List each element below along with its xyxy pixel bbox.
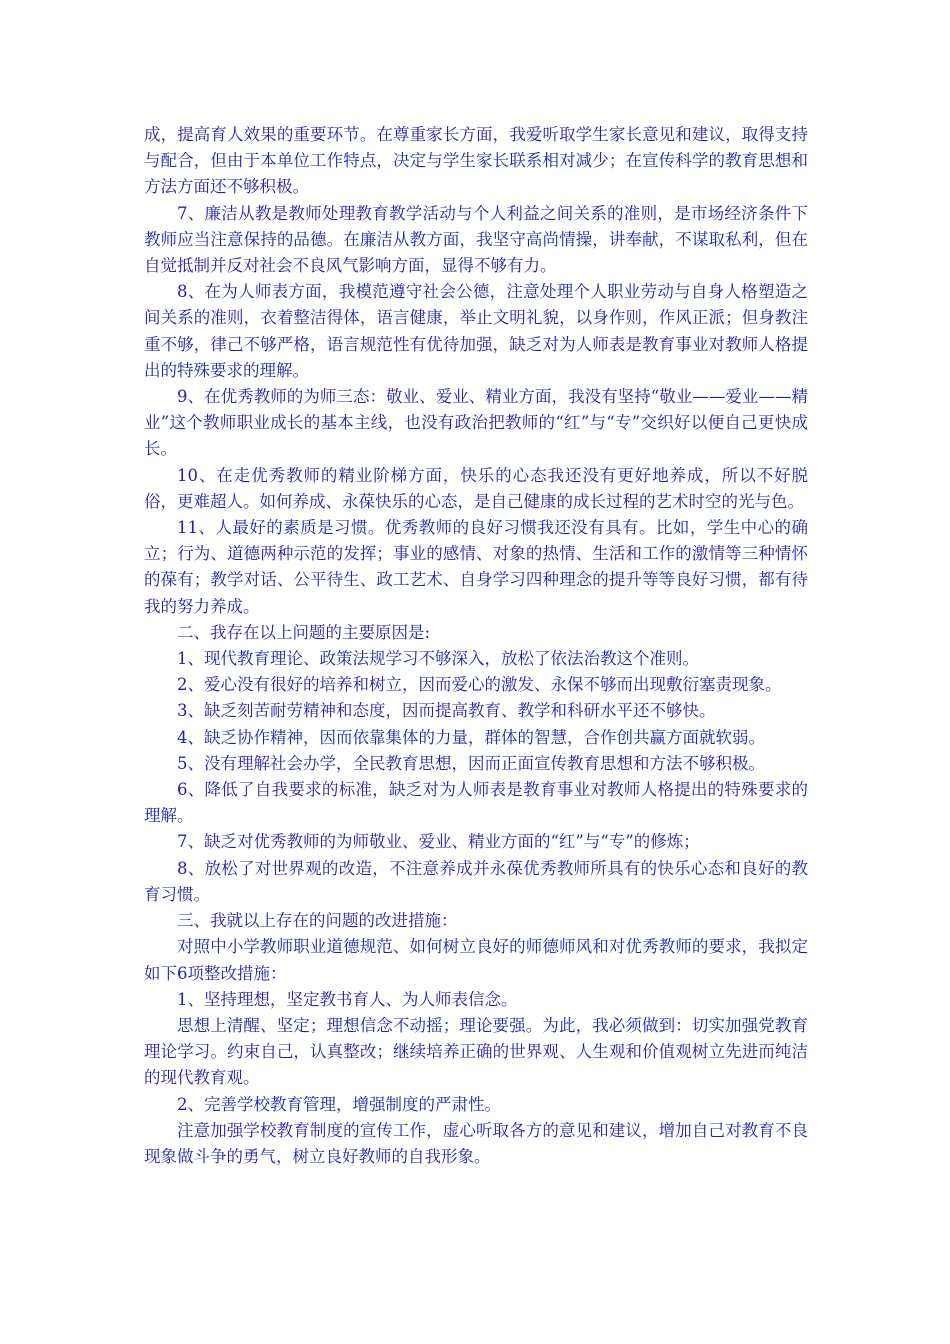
document-body <box>144 122 808 1170</box>
paragraph-item-7: 7、廉洁从教是教师处理教育教学活动与个人利益之间关系的准则，是市场经济条件下教师应当注意保持的品德。在廉洁从教方面，我坚守高尚情操，讲奉献，不谋取私利，但在自觉抵制并反对社会不良风气影响方面，显得不够有力。 <box>144 203 808 276</box>
paragraph-item-11: 11、人最好的素质是习惯。优秀教师的良好习惯我还没有具有。比如，学生中心的确立；行为、道德两种示范的发挥；事业的感情、对象的热情、生活和工作的激情等三种情怀的葆有；教学对话、公平待生、政工艺术、自身学习四种理念的提升等等良好习惯，都有待我的努力养成。 <box>144 518 808 616</box>
paragraph-item-8: 8、在为人师表方面，我模范遵守社会公德，注意处理个人职业劳动与自身人格塑造之间关系的准则，衣着整洁得体，语言健康，举止文明礼貌，以身作则，作风正派；但身教注重不够，律己不够严格，语言规范性有优待加强，缺乏对为人师表是教育事业对教师人格提出的特殊要求的理解。 <box>144 282 808 380</box>
section-heading-measures: 三、我就以上存在的问题的改进措施： <box>177 911 458 931</box>
paragraph-item-9: 9、在优秀教师的为师三态：敬业、爱业、精业方面，我没有坚持“敬业——爱业——精业”这个教师职业成长的基本主线，也没有政治把教师的“红”与“专”交织好以便自己更快成长。 <box>144 387 808 459</box>
measure-item-2-detail: 注意加强学校教育制度的宣传工作，虚心听取各方的意见和建议，增加自己对教育不良现象做斗争的勇气，树立良好教师的自我形象。 <box>144 1120 808 1166</box>
cause-item-5: 5、没有理解社会办学，全民教育思想，因而正面宣传教育思想和方法不够积极。 <box>177 753 765 773</box>
cause-item-4: 4、缺乏协作精神，因而依靠集体的力量，群体的智慧，合作创共赢方面就软弱。 <box>177 727 765 747</box>
section-heading-causes: 二、我存在以上问题的主要原因是: <box>177 622 431 642</box>
cause-item-7: 7、缺乏对优秀教师的为师敬业、爱业、精业方面的“红”与“专”的修炼； <box>177 832 700 852</box>
measure-item-2: 2、完善学校教育管理，增强制度的严肃性。 <box>177 1094 501 1114</box>
cause-item-8: 8、放松了对世界观的改造，不注意养成并永葆优秀教师所具有的快乐心态和良好的教育习惯。 <box>144 858 808 904</box>
measure-item-1-detail: 思想上清醒、坚定；理想信念不动摇；理论要强。为此，我必须做到：切实加强党教育理论学习。约束自己，认真整改；继续培养正确的世界观、人生观和价值观树立先进而纯洁的现代教育观。 <box>144 1015 808 1088</box>
paragraph-item-10: 10、在走优秀教师的精业阶梯方面，快乐的心态我还没有更好地养成，所以不好脱俗，更难超人。如何养成、永葆快乐的心态，是自己健康的成长过程的艺术时空的光与色。 <box>144 465 808 511</box>
paragraph-continuation: 成，提高育人效果的重要环节。在尊重家长方面，我爱听取学生家长意见和建议，取得支持与配合，但由于本单位工作特点，决定与学生家长联系相对减少；在宣传科学的教育思想和方法方面还不够积极。 <box>144 125 808 197</box>
measure-item-1: 1、坚持理想，坚定教书育人、为人师表信念。 <box>177 989 518 1009</box>
cause-item-1: 1、现代教育理论、政策法规学习不够深入，放松了依法治教这个准则。 <box>177 649 699 669</box>
cause-item-2: 2、爱心没有很好的培养和树立，因而爱心的激发、永保不够而出现敷衍塞责现象。 <box>177 675 782 695</box>
cause-item-6: 6、降低了自我要求的标准，缺乏对为人师表是教育事业对教师人格提出的特殊要求的理解。 <box>144 780 808 826</box>
measures-intro: 对照中小学教师职业道德规范、如何树立良好的师德师风和对优秀教师的要求，我拟定如下6项整改措施： <box>144 937 808 983</box>
cause-item-3: 3、缺乏刻苦耐劳精神和态度，因而提高教育、教学和科研水平还不够快。 <box>177 701 716 721</box>
